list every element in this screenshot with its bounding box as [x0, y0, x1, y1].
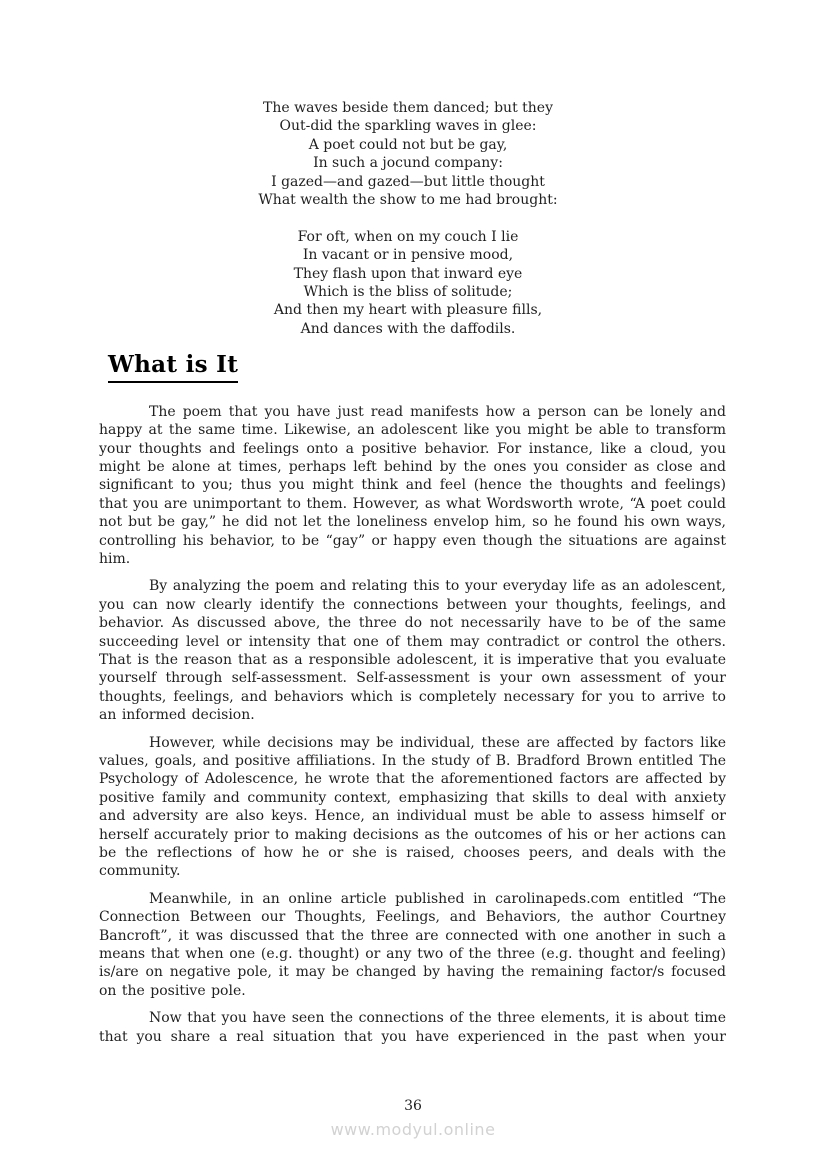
- section-heading-row: [99, 338, 726, 382]
- paragraph: However, while decisions may be individual, these are affected by factors like values, goals, and positive affiliations. In the study of B. Bradford Brown entitled The Psychology of Adolescence, he wrote that the aforementioned factors are affected by positive family and community context, emphasizing that skills to deal with anxiety and adversity are also keys. Hence, an individual must be able to assess himself or herself accurately prior to making decisions as the outcomes of his or her actions can be the reflections of how he or she is raised, chooses peers, and deals with the community.: [99, 734, 726, 880]
- watermark: www.modyul.online: [330, 1120, 496, 1139]
- poem-line: Which is the bliss of solitude;: [303, 284, 513, 301]
- poem-line: In such a jocund company:: [313, 155, 503, 172]
- section-heading: What is It: [108, 352, 238, 382]
- poem-line: I gazed—and gazed—but little thought: [271, 173, 545, 190]
- poem-stanza-1: [90, 99, 726, 209]
- poem-line: In vacant or in pensive mood,: [302, 247, 514, 264]
- paragraph: Meanwhile, in an online article published in carolinapeds.com entitled “The Connection Between our Thoughts, Feelings, and Behaviors, the author Courtney Bancroft”, it was discussed that the three are connected with one another in such a means that when one (e.g. thought) or any two of the three (e.g. thought and feeling) is/are on negative pole, it may be changed by having the remaining factor/s focused on the positive pole.: [99, 890, 726, 999]
- poem-stanza-2: [90, 228, 726, 338]
- body-text: [99, 403, 726, 1046]
- poem-line: For oft, when on my couch I lie: [297, 228, 519, 245]
- poem-line: A poet could not but be gay,: [308, 136, 508, 153]
- poem-line: And then my heart with pleasure fills,: [273, 302, 543, 319]
- poem-line: They flash upon that inward eye: [293, 265, 523, 282]
- poem-line: What wealth the show to me had brought:: [258, 192, 558, 209]
- page-number: 36: [404, 1098, 422, 1114]
- poem-line: Out-did the sparkling waves in glee:: [279, 118, 537, 135]
- paragraph: By analyzing the poem and relating this to your everyday life as an adolescent, you can now clearly identify the connections between your thoughts, feelings, and behavior. As discussed above, the three do not necessarily have to be of the same succeeding level or intensity that one of them may contradict or control the others. That is the reason that as a responsible adolescent, it is imperative that you evaluate yourself through self-assessment. Self-assessment is your own assessment of your thoughts, feelings, and behaviors which is completely necessary for you to arrive to an informed decision.: [99, 578, 726, 724]
- paragraph: The poem that you have just read manifests how a person can be lonely and happy at the same time. Likewise, an adolescent like you might be able to transform your thoughts and feelings onto a positive behavior. For instance, like a cloud, you might be alone at times, perhaps left behind by the ones you consider as close and significant to you; thus you might think and feel (hence the thoughts and feelings) that you are unimportant to them. However, as what Wordsworth wrote, “A poet could not but be gay,” he did not let the loneliness envelop him, so he found his own ways, controlling his behavior, to be “gay” or happy even though the situations are against him.: [99, 403, 726, 567]
- poem-line: The waves beside them danced; but they: [263, 100, 553, 116]
- poem: [90, 99, 726, 338]
- paragraph: Now that you have seen the connections of the three elements, it is about time that you share a real situation that you have experienced in the past when your: [99, 1010, 726, 1045]
- poem-line: And dances with the daffodils.: [300, 320, 516, 337]
